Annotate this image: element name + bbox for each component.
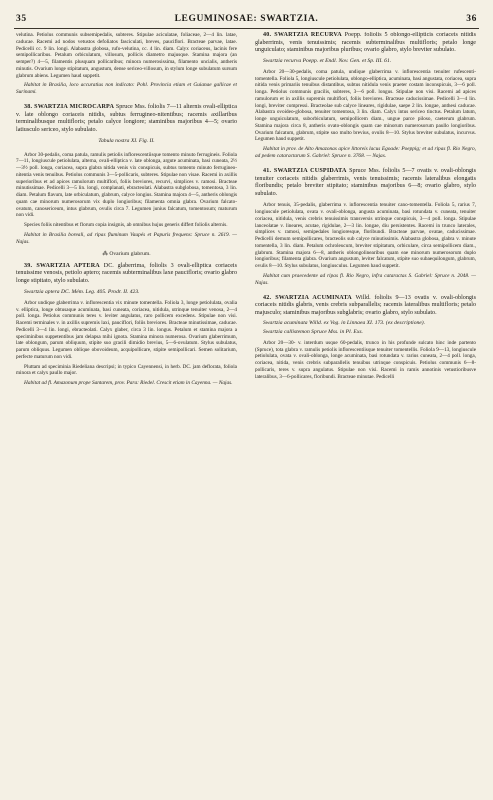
habitat-38: Habitat in Brasilia boreali, ad ripas fluminum Vaupés et Papuris frequens: Spruce n. 2619. — Najas. xyxy=(16,231,237,245)
species-40-description: Arbor 20—30-pedalis, coma patula, undique glaberrima v. inflorescentia tenuiter rufescenti-tomentella. Foliola 5, longiuscule petiolulata, oblongo-elliptica, acuminata, basi angustata, coriacea, supra nitida venis primariis tenuibus distantibus, subtus nitidula venis praeter costam inconspicuis, 3—6 poll. longa. Petiolus communis gracilis, subteres, 3—6 poll. longus. Stipulae non visi. Racemi ad apices ramulorum et in axillis supremis multiflori, foliis breviores. Bracteae caducissimae. Pedicelli 3—4 lin. longi, breviter compressi. Bracteolae sub calyce lineares, rigidulae, saepe 2 lin. longae, anthesi caducae. Alabastra ovoideo-globosa, tenuiter tomentosa, 3 lin. diam. Calyx intus sericeo tinctus. Petalum latum, longe unguiculatum, suborbiculatum, semipollicem diam., ungue parce piloso, caeterum glabrum. Stamina majora circa 8, antheris ovato-oblongis quam cae minorum numerosorum paullo longioribus. Ovarium falcatum, glabrum, stipite suo multo brevius, ovulis 8—10. Stylus breviter subulatus, incurvus. Legumen haud suppetit. xyxy=(255,68,476,143)
species-38-heading xyxy=(16,104,237,134)
species-37-continuation: velutina. Petiolus communis subsemipedalis, subteres. Stipulae aciculatae, foliaceae, 2—4 lin. latae, caducae. Racemi ad nodos vetustos defoliatos fasciculati, breves, pauciflori. Bracteae parvae, latae. Pedicelli cc. 9 lin. longi. Alabastra globosa, rufo-velutina, cc. 4 lin. diam. Calyx coriaceus, lacinis fere semipollicaribus. Petalum orbiculatum, villosum, pollicis diametro majusque. Stamina majora (an semper?) 4—5, filamentis plusquam pollicaribus; minora numerosissima, filamento uncialis, antheris minutis. Ovarium longe stipitatum, angustum, dense sericeo-villosum, in stylum longe subulatum sursum glabrum abiens. Legumen haud suppetit. xyxy=(16,32,237,79)
species-40-heading xyxy=(255,32,476,55)
species-39-name: 39. SWARTZIA APTERA xyxy=(24,262,100,269)
plate-reference-38: Tabula nostra XI. Fig. II. xyxy=(98,138,155,145)
species-41-heading xyxy=(255,168,476,198)
species-39-heading xyxy=(16,263,237,286)
species-42-synonym: Swartzia callistemon Spruce Mss. in Pl. Exs. xyxy=(263,328,363,335)
species-40-name: 40. SWARTZIA RECURVA xyxy=(263,32,342,38)
running-title: LEGUMINOSAE: SWARTZIA. xyxy=(174,14,319,24)
species-42-name: 42. SWARTZIA ACUMINATA xyxy=(263,294,352,301)
species-42-description: Arbor 20—30- v. interdum usque 60-pedalis, trunco in his profunde sulcato hinc inde partento (Spruce), tota glabra v. ramulis petiolis inflorescentiisque tenuiter tomentellis. Foliola 9—13, longiuscule petiolulata, ovata v. ovali-oblonga, longe acuminata, basi rotundata v. rarius cuneata, 2—4 poll. longa, coriacea, nitida, venis crebris subparallelis tenuibus utrinque conspicuis. Petiolus communis 6—8-pollicaris, teres v. supra angulatus. Stipulae non visi. Racemi in ramis annotinis vetustioribusve lateralibus, 3—6-pollicares, floribundi. Bracteae minutae. Pedicelli xyxy=(255,339,476,380)
species-39-note: Pluttam ad speciminia Riedeliana descripsi; in typico Cayennensi, in herb. DC. jam deflorata, foliola minora et calyx paullo major. xyxy=(16,363,237,377)
section-separator: ⁂ Ovarium glabrum. xyxy=(102,250,151,257)
species-38-description: Arbor 30-pedalis, coma patula, ramulis petiolis inflorescentiisque tomento minuto ferrugineis. Foliola 7—11, longiuscule petiolulata, alterna, ovali-elliptica v. late oblonga, argute acuminata, basi cuneata, 2½—3½ poll. longa, coriacea, supra glabra nitida venis vix conspicuis, subtus tomento minuto ferrugineo-nitentia venis tenuibus. Petiolus communis 3—5-pollicaris, subteres. Stipulae non visae. Racemi in axillis superioribus et ad apices ramulorum multiflori, foliis breviores, recurvi, simplices v. ramosi. Bracteae minutissimae. Pedicelli 3—5 lin. longi, complanati, ebracteolati. Alabastra subglobosa, tomentosa, 3 lin. diam. Petalum flavum, late orbiculatum, glabrum, calyce longius. Stamina majora 4—5, antheris oblongis quam cae minorum numerosorum vix duplo longioribus; filamenta omnia glabra. Ovarium falcato-ovatum, canosericeum, intus glabrum, ovulis circa 7. Legumen junius falcatum, tomentosum; maturum non vidi. xyxy=(16,151,237,219)
species-42-heading xyxy=(255,295,476,318)
book-page xyxy=(14,10,479,790)
habitat-37: Habitat in Brasilia, loco accuratius non indicato: Pohl. Provincia etiam et Guianae gallicae et Surinami. xyxy=(16,82,237,96)
species-40-citation: Swartzia recurva Poepp. et Endl. Nov. Gen. et Sp. III. 61. xyxy=(263,57,392,64)
running-header xyxy=(14,10,479,26)
species-38-diagnosis: Spruce Mss. foliolis 7—11 alternis ovali-elliptica v. late oblongo coriaceis nitidis, subtus ferrugineo-nitentibus; racemis axillaribus terminalibusque multifloris; petalo calyce longiore; staminibus majoribus 4—5; ovario latiusculo sericeo, stylo subulato. xyxy=(16,104,237,133)
page-number-left: 35 xyxy=(16,14,27,24)
species-41-name: 41. SWARTZIA CUSPIDATA xyxy=(263,168,347,174)
species-42-diagnosis: Willd. foliolis 9—13 ovatis v. ovali-oblongis coriaceis nitidis glabris, venis crebris subparallelis; racemis lateralibus multifloris; petalo majusculo; staminibus majoribus subglabris; ovario glabro, stylo subulato. xyxy=(255,294,476,316)
species-39-citation: Swartzia aptera DC. Mém. Leg. 405. Prodr. II. 423. xyxy=(24,288,140,295)
habitat-40: Habitat in prov. de Alto Amazonas apice littoreis lacus Egoade: Poeppig; et ad ripas fl. Rio Negro, ad pedem cataractarum S. Gabriel: Spruce n. 3768. — Najas. xyxy=(255,146,476,160)
species-42-citation: Swartzia acuminata Willd. ex Vog. in Linnaea XI. 173. (ex descriptione). xyxy=(263,320,426,327)
species-40-diagnosis: Poepp. foliolis 5 oblongo-ellipticis coriaceis nitidis glaberrimis, venis tenuissimis; racemis subterminalibus multifloris; petalo longe unguiculato; staminibus majoribus pluribus; ovario glabro, stylo breviter subulato. xyxy=(255,32,476,54)
species-39-diagnosis: DC. glaberrima, foliolis 3 ovali-elliptica coriaceis tenuissime venosis, petiolo aptero; racemis subterminalibus laxe paucifloris; ovario glabro longe stipitato, stylo subulato. xyxy=(16,262,237,284)
species-38-name: 38. SWARTZIA MICROCARPA xyxy=(24,104,115,111)
habitat-41: Habitat cum praecedente ad ripas fl. Rio Negro, infra cataractas S. Gabriel: Spruce n. 2048. — Najas. xyxy=(255,272,476,286)
header-rule xyxy=(14,28,479,29)
species-41-description: Arbor tenuis, 35-pedalis, glaberrima v. inflorescentia tenuiter cano-tomentella. Foliola 5, rarius 7, longiuscule petiolulata, ovata v. ovali-oblonga, angusta acuminata, basi rotundata v. cuneata, tenuiter coriacea, nitidula, venis crebris tenuissimis transversis utrinque conspicuis, 3—4 poll. longa. Stipulae lanceolatae v. lineares, acutae, rigidulae, 2—3 lin. longae, diu persistentes. Racemi in trunco laterales, simplices v. ramosi, semipedales longioresque, floribundi. Bracteae parvae, ovatae, caducissimae. Pedicelli demum semipollicares, bracteolis sub calyce minutissimis. Alabastra globosa, glabra v. minute tomentella, 3 lin. diam. Petalum ochroleucum, breviter stipitatum, orbiculare, circa semipollicem diam., glabrum. Stamina majora 6—8, antheris oblongolinearibus quam eae minorum numerosorum duplo longioribus; filamenta glabra. Ovarium angustum, leviter falcatum, stipite suo subaequilongum, glabrum, ovulis 8—10. Stylus subulatus, longiusculus. Legumen haud suppetit. xyxy=(255,202,476,270)
species-39-description: Arbor undique glaberrima v. inflorescentia vix minute tomentella. Foliola 3, longe petiolulata, ovalia v. elliptica, longe obtusaque acuminata, basi cuneata, coriacea, nitidula, utrinque tenuiter venosa, 2—4 poll. longa. Petiolus communis teres v. leviter angulatus, raro pollicem excedens. Stipulae non visi. Racemi terminales v. in axillis supremis laxi, pauciflori, foliis breviores. Bracteae minutissimae, caducae. Pedicelli 3—4 lin. longi, ebracteolati. Calyx glaber, circa 3 lin. longus. Petalum et stamina majora a speciminibus suppetentibus jam delapsa mihi ignota. Stamina minora numerosa. Ovarium glaberrimum, late oblongum, parum obliquum, stipite suo gracili dimidio brevius, 5—6-ovulatum. Stylus subulatus, parum obliquus. Legumen oblique obovoideum, acquipollicare, stipite semipollicari. Semen solitarium, perfecte maturum non vidi. xyxy=(16,299,237,360)
page-number-right: 36 xyxy=(466,14,477,24)
habitat-39: Habitat ad fl. Amazonum prope Santarem, prov. Para: Riedel. Crescit etiam in Cayenna. — Najas. xyxy=(24,380,233,386)
species-38-note: Species foliis nitentibus et florum copia insignis, ab omnibus hujus generis differt foliolis alternis. xyxy=(24,222,228,229)
left-column xyxy=(16,32,237,787)
right-column xyxy=(255,32,476,787)
species-41-diagnosis: Spruce Mss. foliolis 5—7 ovatis v. ovali-oblongis tenuiter coriaceis nitidis glaberrimis, venis tenuissimis; racemis lateralibus elongatis floribundis; petalo breviter stipitato; staminibus majoribus 6—8; ovario glabro, stylo subulato. xyxy=(255,168,476,197)
